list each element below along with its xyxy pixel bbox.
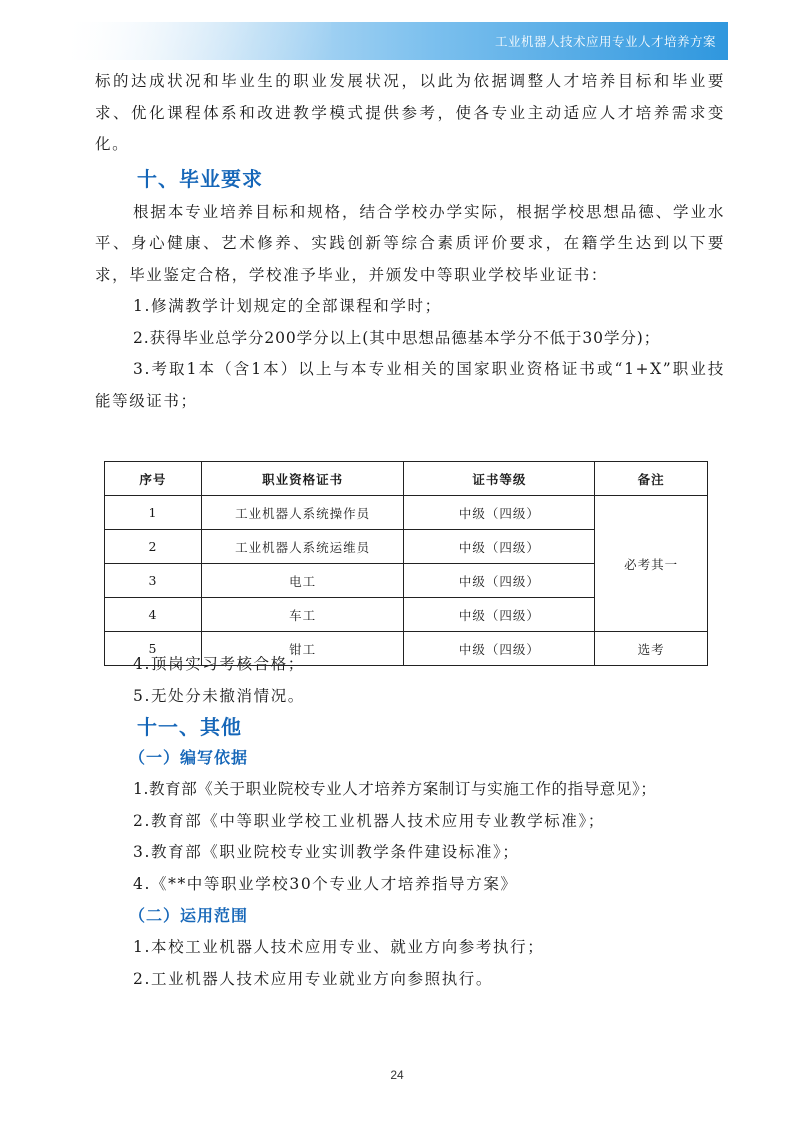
page-number: 24 [390,1068,404,1082]
cell-level: 中级（四级） [404,530,595,564]
subsection-scope-heading: （二）运用范围 [129,906,249,925]
header-band [66,22,728,60]
cell-certificate: 车工 [201,598,404,632]
requirement-item: 4.顶岗实习考核合格； [133,655,305,673]
basis-item: 4.《**中等职业学校30个专业人才培养指导方案》 [133,874,518,893]
cell-level: 中级（四级） [404,564,595,598]
header-title: 工业机器人技术应用专业人才培养方案 [494,34,716,49]
basis-item: 2.教育部《中等职业学校工业机器人技术应用专业教学标准》； [133,811,605,830]
cell-note-required-one: 必考其一 [595,496,708,632]
section-10-intro: 根据本专业培养目标和规格，结合学校办学实际，根据学校思想品德、学业水平、身心健康、艺术修养、实践创新等综合素质评价要求，在籍学生达到以下要求，毕业鉴定合格，学校准予毕业，并颁发中等职业学校毕业证书： [95,202,725,284]
cell-no: 4 [105,598,202,632]
basis-item: 1.教育部《关于职业院校专业人才培养方案制订与实施工作的指导意见》； [133,780,657,798]
requirement-item: 5.无处分未撤消情况。 [133,686,305,705]
header-note: 备注 [595,462,708,496]
cell-no: 5 [105,632,202,666]
section-11-heading: 十一、其他 [137,715,242,739]
header-level: 证书等级 [404,462,595,496]
scope-item: 2.工业机器人技术应用专业就业方向参照执行。 [133,969,493,988]
requirement-item: 2.获得毕业总学分200学分以上(其中思想品德基本学分不低于30学分)； [133,328,661,347]
table-row [105,496,708,530]
table-row [105,632,708,666]
certificate-table [104,461,708,666]
cell-no: 3 [105,564,202,598]
cell-no: 1 [105,496,202,530]
cell-certificate: 电工 [201,564,404,598]
cell-certificate: 工业机器人系统操作员 [201,496,404,530]
header-no: 序号 [105,462,202,496]
cell-level: 中级（四级） [404,632,595,666]
cell-note-optional: 选考 [595,632,708,666]
requirement-item: 3.考取1本（含1本）以上与本专业相关的国家职业资格证书或“1+X”职业技能等级证书； [95,360,725,410]
header-certificate: 职业资格证书 [201,462,404,496]
cell-certificate: 工业机器人系统运维员 [201,530,404,564]
cell-certificate: 钳工 [201,632,404,666]
cell-no: 2 [105,530,202,564]
intro-paragraph: 标的达成状况和毕业生的职业发展状况，以此为依据调整人才培养目标和毕业要求、优化课程体系和改进教学模式提供参考，使各专业主动适应人才培养需求变化。 [95,72,725,153]
section-10-heading: 十、毕业要求 [137,166,263,191]
scope-item: 1.本校工业机器人技术应用专业、就业方向参考执行； [133,938,545,956]
cell-level: 中级（四级） [404,598,595,632]
requirement-item: 1.修满教学计划规定的全部课程和学时； [133,297,442,315]
cell-level: 中级（四级） [404,496,595,530]
subsection-basis-heading: （一）编写依据 [129,748,249,767]
table-header-row [105,462,708,496]
basis-item: 3.教育部《职业院校专业实训教学条件建设标准》； [133,843,520,861]
